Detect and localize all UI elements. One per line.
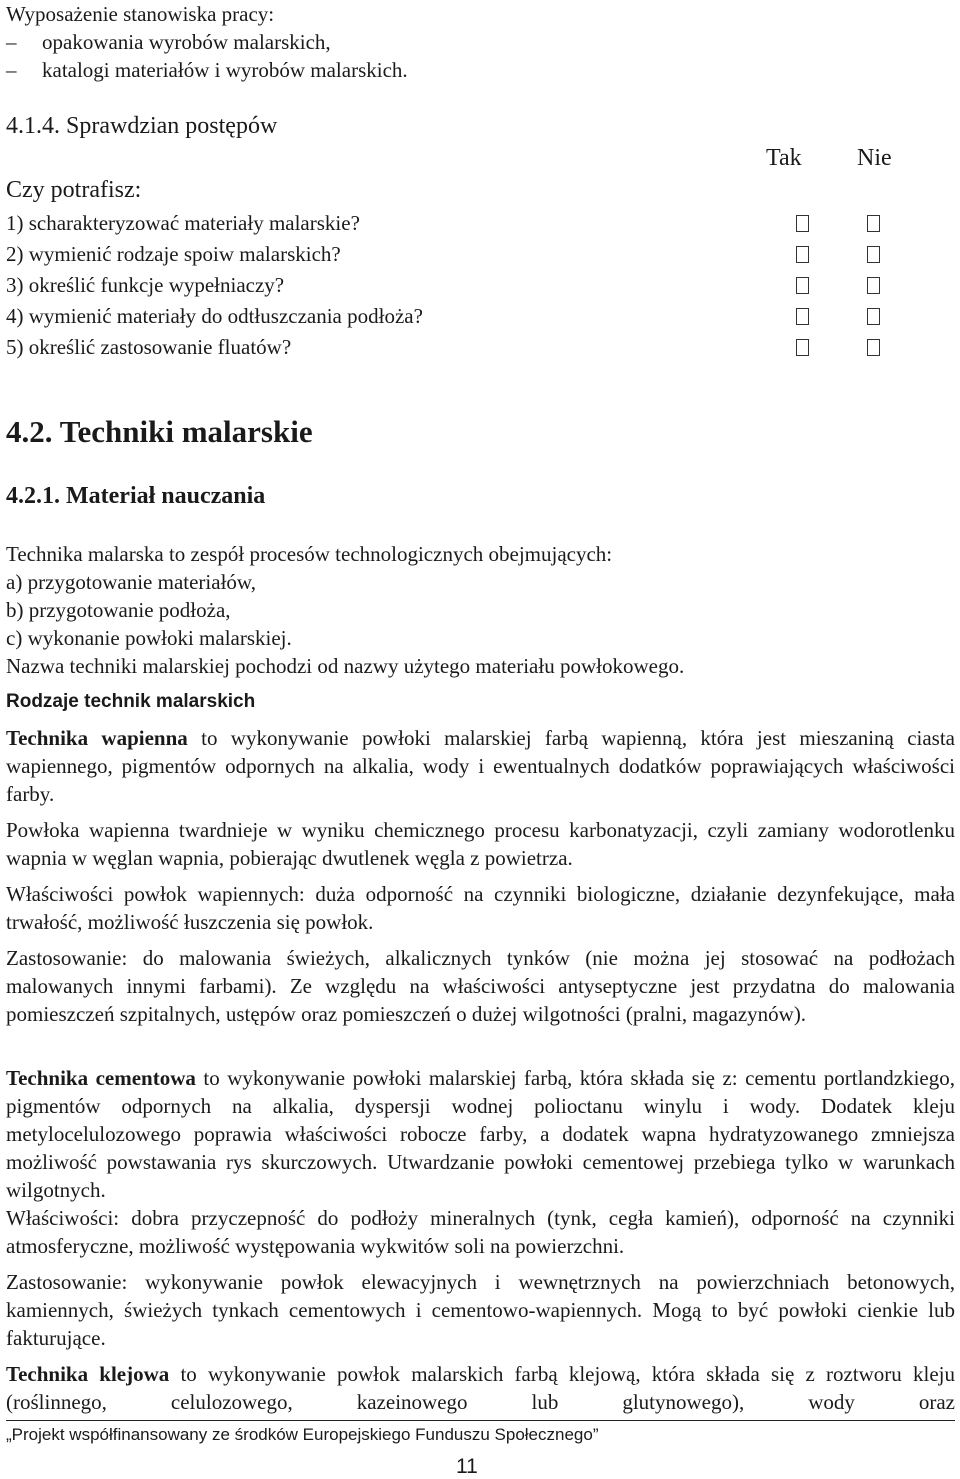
yes-checkbox[interactable] <box>796 215 809 232</box>
equipment-title: Wyposażenie stanowiska pracy: <box>6 2 275 26</box>
question-text: 2) wymienić rodzaje spoiw malarskich? <box>6 242 341 266</box>
question-text: 5) określić zastosowanie fluatów? <box>6 335 292 359</box>
cement-paragraph-1 <box>6 1064 955 1204</box>
cement-paragraph-3: Zastosowanie: wykonywanie powłok elewacyjnych i wewnętrznych na powierzchniach betonowych, kamiennych, świeżych tynkach cementowych i cementowo-wapiennych. Mogą to być powłoki cienkie lub fakturujące. <box>6 1270 955 1350</box>
types-heading: Rodzaje technik malarskich <box>6 691 256 712</box>
progress-check-heading: 4.1.4. Sprawdzian postępów <box>6 113 278 139</box>
yes-checkbox[interactable] <box>796 308 809 325</box>
glue-term: Technika klejowa <box>6 1362 170 1386</box>
section-subheading: 4.2.1. Materiał nauczania <box>6 483 266 509</box>
lime-technique-block <box>6 724 955 1028</box>
lime-term: Technika wapienna <box>6 726 188 750</box>
section-heading: 4.2. Techniki malarskie <box>6 414 313 449</box>
footer-text: „Projekt współfinansowany ze środków Europejskiego Funduszu Społecznego” <box>6 1425 599 1444</box>
lime-paragraph-1 <box>6 724 955 808</box>
glue-paragraph-1 <box>6 1360 955 1416</box>
question-row <box>6 302 955 333</box>
dash-bullet: – <box>6 30 17 54</box>
column-yes-label: Tak <box>766 145 802 171</box>
question-row <box>6 209 955 240</box>
question-text: 4) wymienić materiały do odtłuszczania podłoża? <box>6 304 423 328</box>
intro-item: b) przygotowanie podłoża, <box>6 598 231 622</box>
cement-technique-block <box>6 1064 955 1352</box>
lime-paragraph-4: Zastosowanie: do malowania świeżych, alkalicznych tynków (nie można jej stosować na podłożach malowanych innymi farbami). Ze względu na właściwości antyseptyczne jest przydatna do malowania pomieszczeń szpitalnych, ustępów oraz pomieszczeń o dużej wilgotności (pralni, magazynów). <box>6 946 955 1026</box>
intro-line: Technika malarska to zespół procesów technologicznych obejmujących: <box>6 542 613 566</box>
no-checkbox[interactable] <box>867 277 880 294</box>
equipment-item <box>6 56 408 84</box>
equipment-item <box>6 28 408 56</box>
question-row <box>6 240 955 271</box>
glue-technique-block <box>6 1360 955 1416</box>
equipment-list <box>6 28 408 84</box>
equipment-item-text: opakowania wyrobów malarskich, <box>42 30 331 54</box>
footer-divider <box>6 1420 955 1421</box>
no-checkbox[interactable] <box>867 308 880 325</box>
intro-note: Nazwa techniki malarskiej pochodzi od nazwy użytego materiału powłokowego. <box>6 654 685 678</box>
no-checkbox[interactable] <box>867 246 880 263</box>
question-text: 1) scharakteryzować materiały malarskie? <box>6 211 360 235</box>
cement-paragraph-2: Właściwości: dobra przyczepność do podłoży mineralnych (tynk, cegła kamień), odporność na czynniki atmosferyczne, możliwość występowania wykwitów soli na powierzchni. <box>6 1206 955 1258</box>
equipment-item-text: katalogi materiałów i wyrobów malarskich. <box>42 58 408 82</box>
question-intro: Czy potrafisz: <box>6 177 142 203</box>
yes-checkbox[interactable] <box>796 339 809 356</box>
intro-item: c) wykonanie powłoki malarskiej. <box>6 626 292 650</box>
lime-paragraph-2: Powłoka wapienna twardnieje w wyniku chemicznego procesu karbonatyzacji, czyli zamiany wodorotlenku wapnia w węglan wapnia, pobierając dwutlenek węgla z powietrza. <box>6 818 955 870</box>
page-number: 11 <box>456 1455 478 1478</box>
yes-checkbox[interactable] <box>796 277 809 294</box>
lime-paragraph-3: Właściwości powłok wapiennych: duża odporność na czynniki biologiczne, działanie dezynfekujące, mała trwałość, możliwość łuszczenia się powłok. <box>6 882 955 934</box>
column-no-label: Nie <box>857 145 892 171</box>
document-page <box>6 0 955 1479</box>
cement-text: to wykonywanie powłoki malarskiej farbą, która składa się z: cementu portlandzkiego, pigmentów odpornych na alkalia, dyspersji wodnej polioctanu winylu i wody. Dodatek kleju metylocelulozowego poprawia właściwości robocze farby, a dodatek wapna hydratyzowanego zmniejsza możliwość powstawania rys skurczowych. Utwardzanie powłoki cementowej przebiega tylko w warunkach wilgotnych. <box>6 1066 955 1202</box>
intro-item: a) przygotowanie materiałów, <box>6 570 256 594</box>
no-checkbox[interactable] <box>867 215 880 232</box>
dash-bullet: – <box>6 58 17 82</box>
question-row <box>6 271 955 302</box>
glue-text: to wykonywanie powłok malarskich farbą klejową, która składa się z roztworu kleju (roślinnego, celulozowego, kazeinowego lub glutynowego), wody oraz <box>6 1362 955 1414</box>
question-text: 3) określić funkcje wypełniaczy? <box>6 273 285 297</box>
question-row <box>6 333 955 364</box>
question-list <box>6 209 955 364</box>
no-checkbox[interactable] <box>867 339 880 356</box>
cement-term: Technika cementowa <box>6 1066 196 1090</box>
yes-checkbox[interactable] <box>796 246 809 263</box>
intro-block <box>6 540 955 680</box>
lime-text: to wykonywanie powłoki malarskiej farbą wapienną, która jest mieszaniną ciasta wapiennego, pigmentów odpornych na alkalia, wody i ewentualnych dodatków poprawiających właściwości farby. <box>6 726 956 806</box>
